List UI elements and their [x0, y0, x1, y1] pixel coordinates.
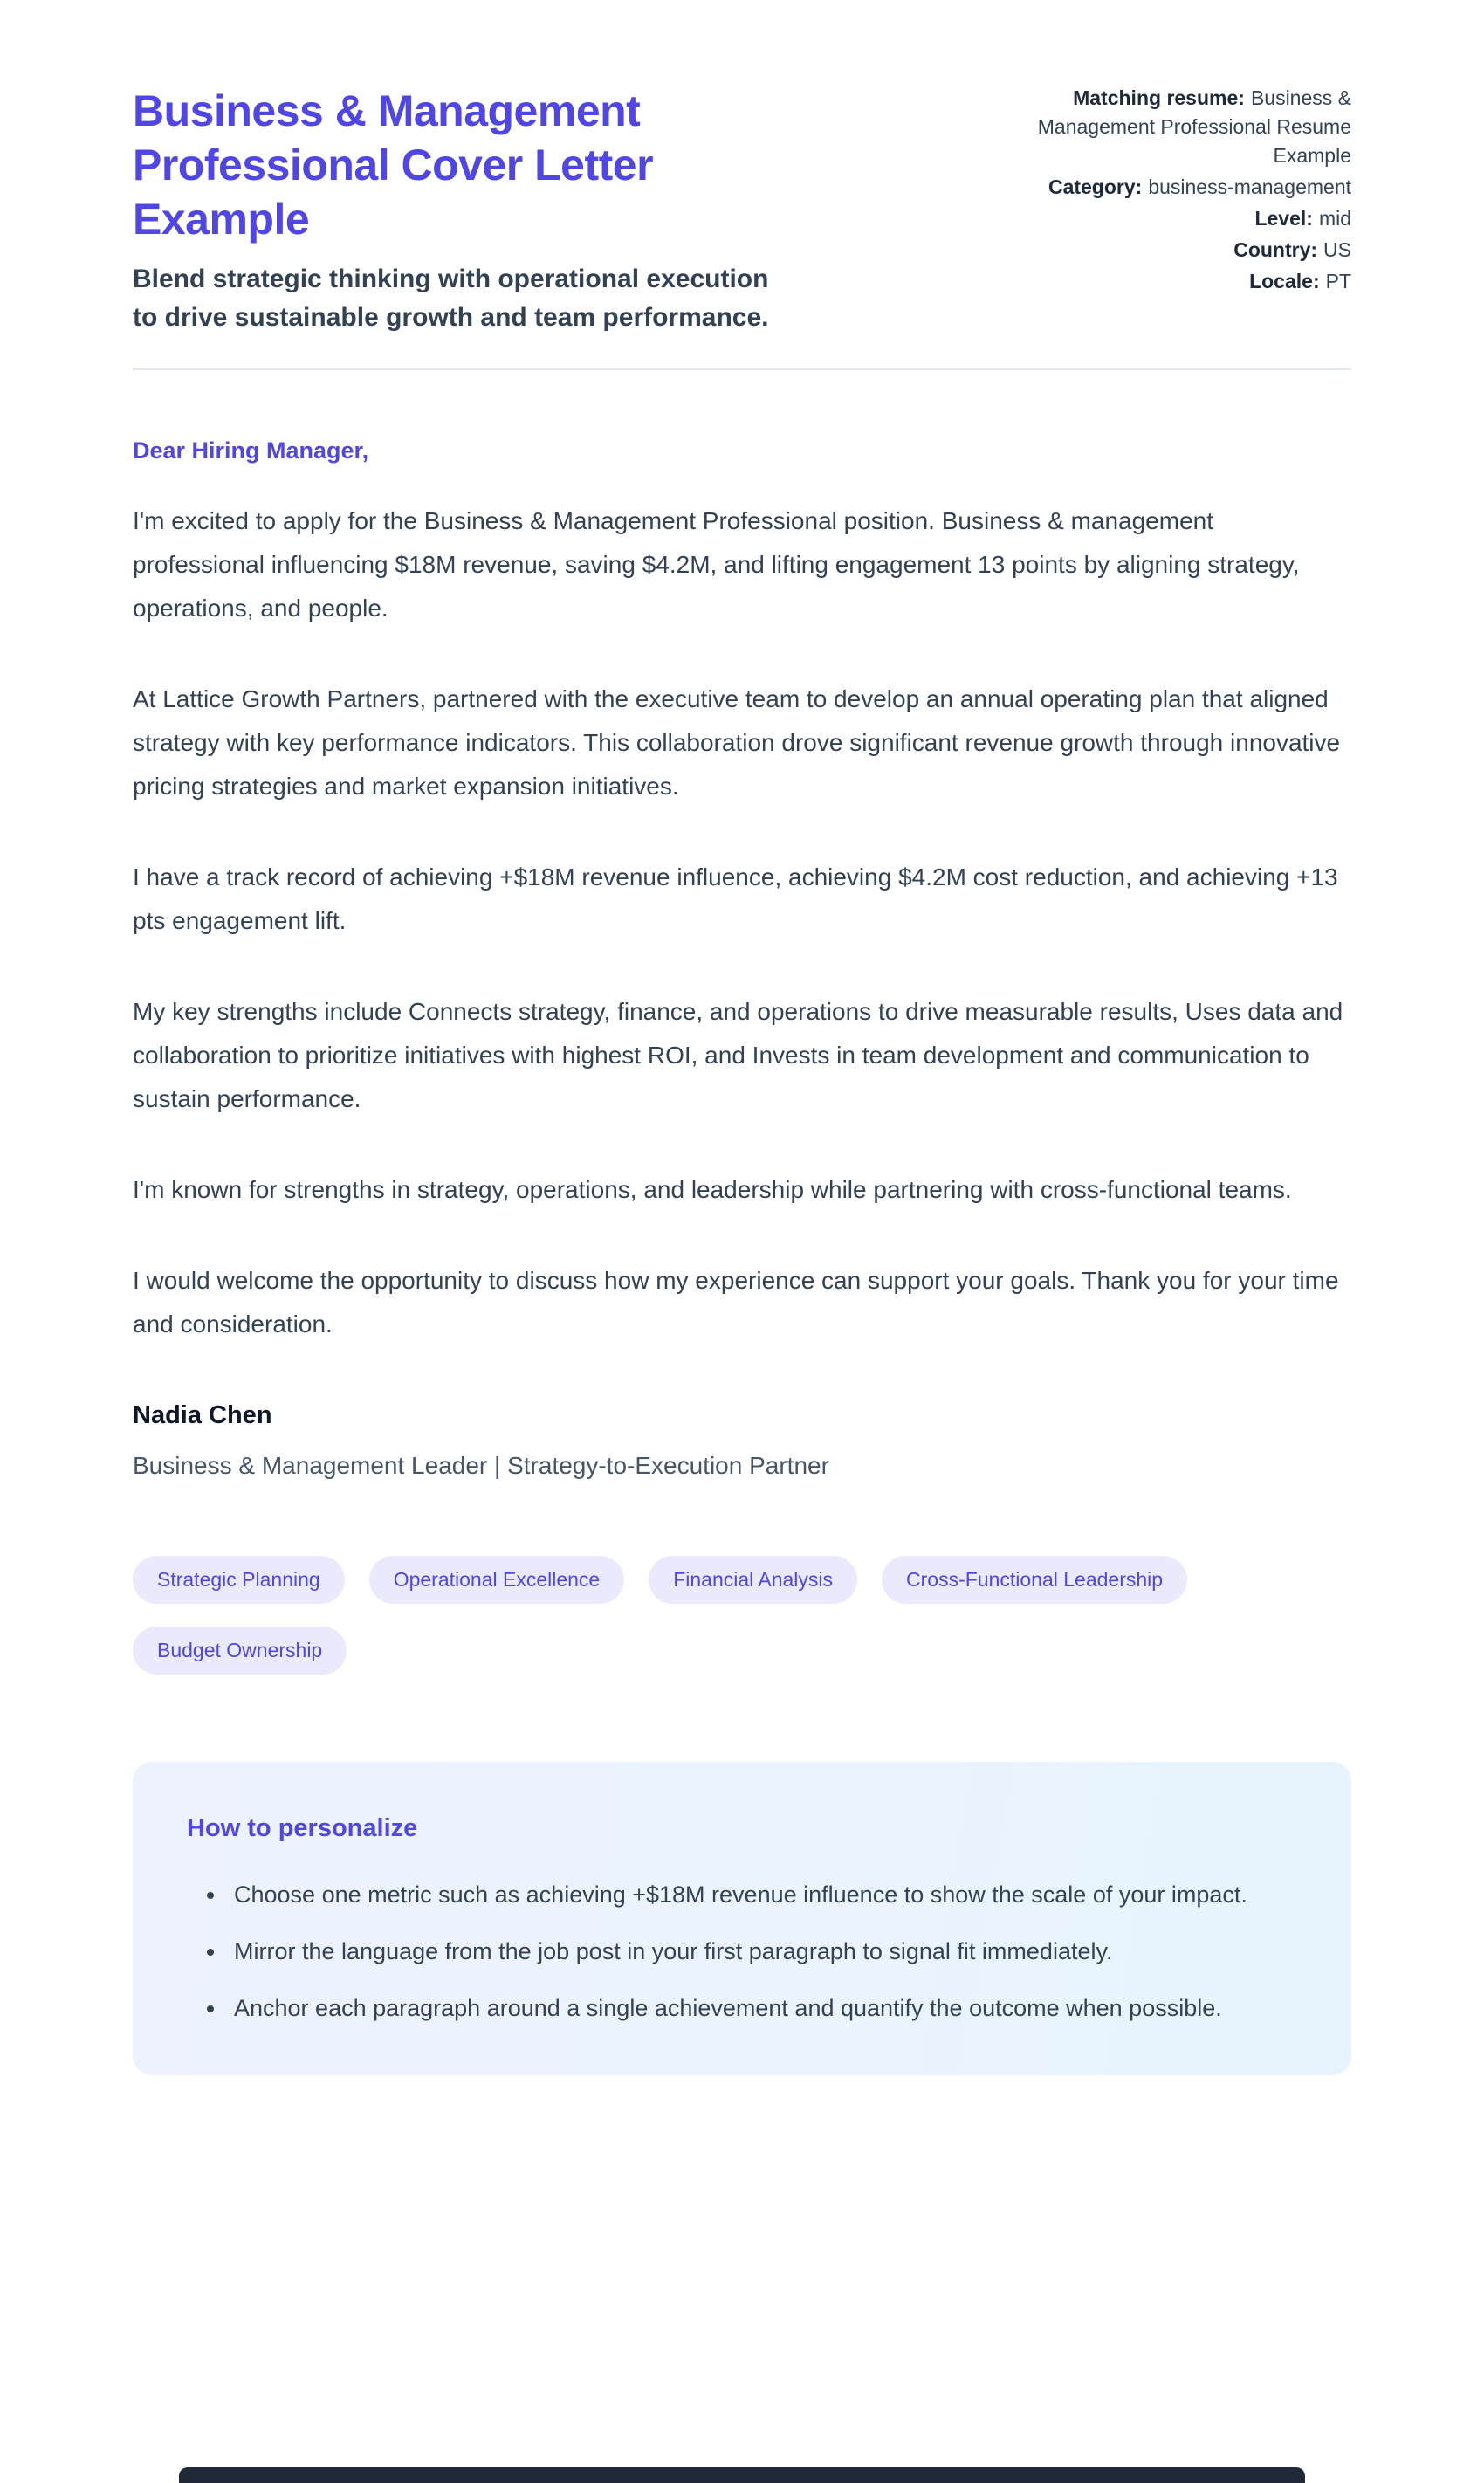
skill-tags [133, 1556, 1351, 1675]
meta-label: Matching resume: [1073, 86, 1245, 109]
personalize-tip-1: • Choose one metric such as achieving +$18M revenue influence to show the scale of your impact. [227, 1874, 1297, 1916]
skill-tag-cross-functional-leadership: Cross-Functional Leadership [882, 1556, 1187, 1604]
letter-paragraph-2: At Lattice Growth Partners, partnered with the executive team to develop an annual operating plan that aligned strategy with key performance indicators. This collaboration drove significant revenue growth through innovative pricing strategies and market expansion initiatives. [133, 685, 1341, 800]
letter-paragraph-1: I'm excited to apply for the Business & Management Professional position. Business & management professional influencing $18M revenue, saving $4.2M, and lifting engagement 13 points by aligning strategy, operations, and people. [133, 507, 1300, 622]
header-titles [133, 84, 831, 337]
meta-matching-resume [1009, 84, 1351, 170]
personalize-tips-list [187, 1874, 1297, 2030]
signature-name: Nadia Chen [133, 1401, 272, 1429]
personalize-tip-3: • Anchor each paragraph around a single achievement and quantify the outcome when possible. [227, 1987, 1297, 2030]
meta-value: US [1323, 238, 1351, 261]
personalize-callout [133, 1762, 1351, 2075]
signature-block [133, 1397, 1351, 1486]
cover-letter-body [133, 433, 1351, 1486]
skill-tag-financial-analysis: Financial Analysis [649, 1556, 857, 1604]
meta-label: Country: [1233, 238, 1318, 261]
salutation: Dear Hiring Manager, [133, 437, 369, 464]
meta-locale [1009, 267, 1351, 296]
personalize-tip-2: • Mirror the language from the job post in your first paragraph to signal fit immediately. [227, 1930, 1297, 1973]
skill-tag-budget-ownership: Budget Ownership [133, 1627, 347, 1675]
meta-panel [1009, 84, 1351, 299]
letter-paragraph-6: I would welcome the opportunity to discuss how my experience can support your goals. Thank you for your time and consideration. [133, 1267, 1339, 1338]
footer-bar [179, 2467, 1305, 2483]
meta-value: business-management [1148, 175, 1351, 198]
meta-category [1009, 173, 1351, 202]
signature-title: Business & Management Leader | Strategy-to-Execution Partner [133, 1452, 829, 1479]
content-container [133, 0, 1351, 2075]
meta-value: mid [1318, 207, 1351, 230]
meta-value: Business & Management Professional Resume Example [1037, 86, 1351, 167]
header-divider [133, 368, 1351, 370]
meta-label: Level: [1254, 207, 1313, 230]
meta-country [1009, 236, 1351, 265]
page-header [133, 84, 1351, 337]
page-title: Business & Management Professional Cover Letter Example [133, 86, 654, 244]
letter-paragraph-5: I'm known for strengths in strategy, operations, and leadership while partnering with cross-functional teams. [133, 1176, 1292, 1203]
letter-paragraph-4: My key strengths include Connects strategy, finance, and operations to drive measurable results, Uses data and collaboration to prioritize initiatives with highest ROI, and Invests in team development and communication to sustain performance. [133, 998, 1343, 1112]
skill-tag-operational-excellence: Operational Excellence [369, 1556, 625, 1604]
meta-label: Category: [1048, 175, 1143, 198]
meta-value: PT [1325, 270, 1351, 292]
skill-tag-strategic-planning: Strategic Planning [133, 1556, 345, 1604]
personalize-heading: How to personalize [187, 1814, 418, 1842]
letter-paragraph-3: I have a track record of achieving +$18M revenue influence, achieving $4.2M cost reduction, and achieving +13 pts engagement lift. [133, 863, 1338, 934]
page-subtitle: Blend strategic thinking with operational execution to drive sustainable growth and team performance. [133, 265, 769, 332]
meta-label: Locale: [1249, 270, 1320, 292]
meta-level [1009, 204, 1351, 233]
